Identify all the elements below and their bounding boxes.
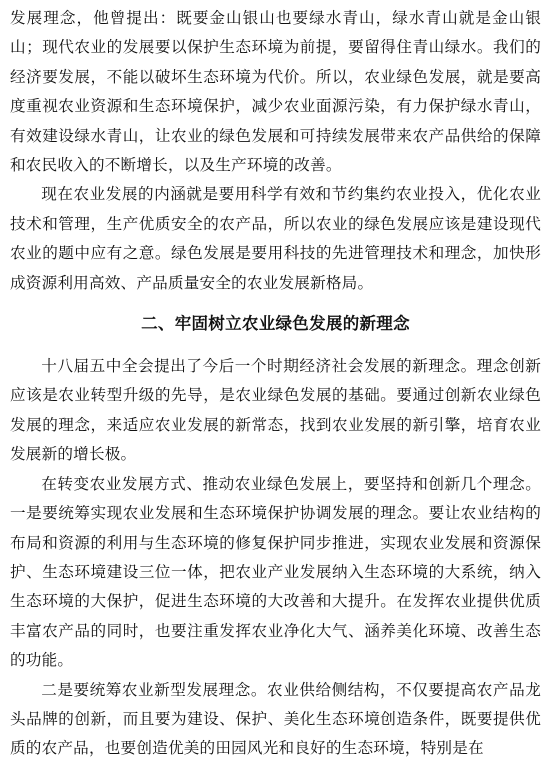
paragraph: 十八届五中全会提出了今后一个时期经济社会发展的新理念。理念创新应该是农业转型升级的先导，是农业绿色发展的基础。要通过创新农业绿色发展的理念，来适应农业发展的新常态，找到农业发展的新引擎，培育农业发展新的增长极。	[10, 357, 541, 464]
section-heading: 二、牢固树立农业绿色发展的新理念	[141, 314, 410, 334]
paragraph: 在转变农业发展方式、推动农业绿色发展上，要坚持和创新几个理念。一是要统筹实现农业发展和生态环境保护协调发展的理念。要让农业结构的布局和资源的利用与生态环境的修复保护同步推进，实现农业发展和资源保护、生态环境建设三位一体，把农业产业发展纳入生态环境的大系统，纳入生态环境的大保护，促进生态环境的大改善和大提升。在发挥农业提供优质丰富农产品的同时，也要注重发挥农业净化大气、涵养美化环境、改善生态的功能。	[10, 474, 541, 670]
paragraph: 发展理念，他曾提出：既要金山银山也要绿水青山，绿水青山就是金山银山；现代农业的发展要以保护生态环境为前提，要留得住青山绿水。我们的经济要发展，不能以破坏生态环境为代价。所以，农业绿色发展，就是要高度重视农业资源和生态环境保护，减少农业面源污染，有力保护绿水青山，有效建设绿水青山，让农业的绿色发展和可持续发展带来农产品供给的保障和农民收入的不断增长，以及生产环境的改善。	[10, 9, 541, 175]
paragraph: 二是要统筹农业新型发展理念。农业供给侧结构，不仅要提高农产品龙头品牌的创新，而且要为建设、保护、美化生态环境创造条件，既要提供优质的农产品，也要创造优美的田园风光和良好的生态环境，特别是在	[10, 680, 541, 758]
document-page	[10, 4, 541, 764]
paragraph: 现在农业发展的内涵就是要用科学有效和节约集约农业投入，优化农业技术和管理，生产优质安全的农产品，所以农业的绿色发展应该是建设现代农业的题中应有之意。绿色发展是要用科技的先进管理技术和理念，加快形成资源利用高效、产品质量安全的农业发展新格局。	[10, 185, 541, 292]
